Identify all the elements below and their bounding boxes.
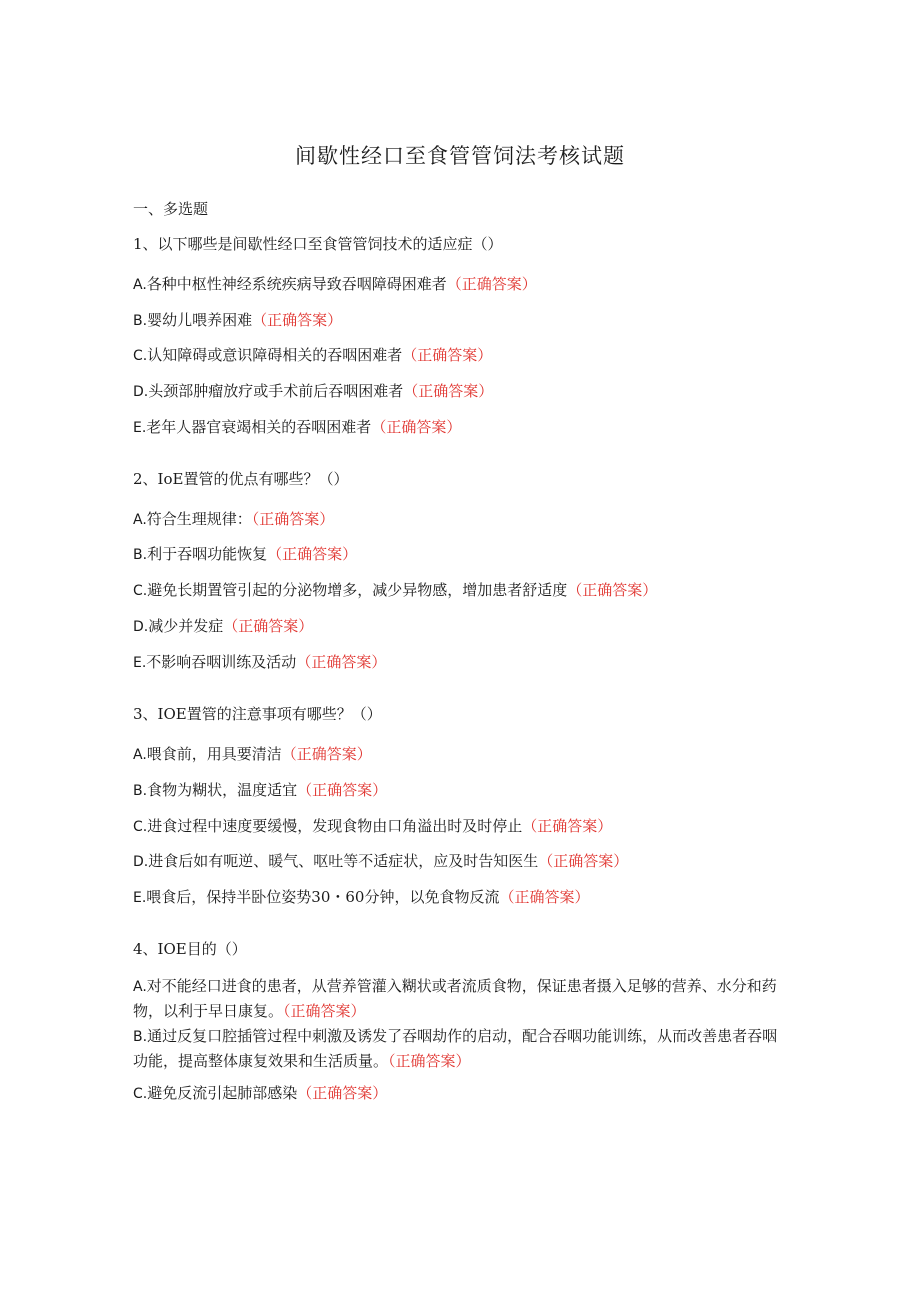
- correct-answer-mark: （正确答案）: [522, 817, 613, 835]
- correct-answer-mark: （正确答案）: [252, 311, 343, 329]
- q3-option-a: [133, 743, 372, 767]
- option-label: A.: [133, 512, 147, 528]
- option-label: B.: [133, 313, 148, 329]
- option-label: A.: [133, 979, 147, 995]
- correct-answer-mark: （正确答案）: [296, 653, 387, 671]
- correct-answer-mark: （正确答案）: [538, 852, 629, 870]
- option-text: 对不能经口进食的患者，从营养管灌入糊状或者流质食物，保证患者摄入足够的营养、水分和药物，以利于早日康复。: [133, 977, 777, 1020]
- option-text: 头颈部肿瘤放疗或手术前后吞咽困难者: [148, 382, 404, 400]
- section-heading: 一、多选题: [133, 200, 209, 218]
- question-3: 3、IOE置管的注意事项有哪些？（）: [133, 705, 382, 723]
- option-text: 喂食前，用具要清洁: [146, 745, 282, 763]
- correct-answer-mark: （正确答案）: [267, 545, 358, 563]
- option-label: D.: [133, 619, 149, 635]
- option-text: 利于吞咽功能恢复: [147, 545, 268, 563]
- correct-answer-mark: （正确答案）: [283, 1002, 366, 1020]
- option-label: D.: [133, 384, 149, 400]
- q1-option-e: [133, 416, 461, 440]
- option-text: 避免反流引起肺部感染: [147, 1084, 298, 1102]
- option-text: 减少并发症: [148, 617, 224, 635]
- q4-option-a: [133, 974, 783, 1023]
- question-4: 4、IOE目的（）: [133, 940, 247, 958]
- q2-option-b: [133, 543, 357, 567]
- option-label: E.: [133, 890, 147, 906]
- q3-option-b: [133, 779, 387, 803]
- option-text: 进食后如有呃逆、暖气、呕吐等不适症状，应及时告知医生: [148, 852, 539, 870]
- correct-answer-mark: （正确答案）: [281, 745, 372, 763]
- correct-answer-mark: （正确答案）: [499, 888, 590, 906]
- correct-answer-mark: （正确答案）: [223, 617, 314, 635]
- question-2: 2、IoE置管的优点有哪些？（）: [133, 470, 349, 488]
- correct-answer-mark: （正确答案）: [297, 781, 388, 799]
- option-label: E.: [133, 655, 147, 671]
- q3-option-c: [133, 815, 612, 839]
- option-label: C.: [133, 819, 148, 835]
- option-text: 喂食后，保持半卧位姿势30・60分钟，以免食物反流: [146, 888, 500, 906]
- correct-answer-mark: （正确答案）: [403, 382, 494, 400]
- q2-option-c: [133, 579, 657, 603]
- question-1: 1、以下哪些是间歇性经口至食管管饲技术的适应症（）: [133, 235, 503, 253]
- q2-option-e: [133, 651, 386, 675]
- option-text: 食物为糊状，温度适宜: [147, 781, 298, 799]
- option-label: C.: [133, 1086, 148, 1102]
- option-label: D.: [133, 854, 149, 870]
- correct-answer-mark: （正确答案）: [567, 581, 658, 599]
- q4-option-b: [133, 1024, 783, 1073]
- correct-answer-mark: （正确答案）: [371, 418, 462, 436]
- q1-option-b: [133, 309, 342, 333]
- correct-answer-mark: （正确答案）: [388, 1052, 471, 1070]
- q4-option-c: [133, 1082, 387, 1106]
- q2-option-a: [133, 508, 334, 532]
- option-text: 婴幼儿喂养困难: [147, 311, 253, 329]
- option-text: 符合生理规律：: [146, 510, 252, 528]
- option-text: 进食过程中速度要缓慢，发现食物由口角溢出时及时停止: [147, 817, 523, 835]
- option-label: B.: [133, 783, 148, 799]
- q3-option-e: [133, 886, 590, 910]
- option-text: 通过反复口腔插管过程中刺激及诱发了吞咽劫作的启动，配合吞咽功能训练，从而改善患者吞咽功能，提高整体康复效果和生活质量。: [133, 1027, 778, 1070]
- correct-answer-mark: （正确答案）: [251, 510, 335, 528]
- q1-option-a: [133, 273, 537, 297]
- option-label: C.: [133, 583, 148, 599]
- q3-option-d: [133, 850, 628, 874]
- correct-answer-mark: （正确答案）: [446, 275, 537, 293]
- page-title: 间歇性经口至食管管饲法考核试题: [295, 144, 625, 168]
- correct-answer-mark: （正确答案）: [402, 346, 493, 364]
- option-text: 认知障碍或意识障碍相关的吞咽困难者: [147, 346, 403, 364]
- correct-answer-mark: （正确答案）: [297, 1084, 388, 1102]
- option-label: A.: [133, 277, 147, 293]
- option-text: 老年人器官衰竭相关的吞咽困难者: [146, 418, 372, 436]
- q2-option-d: [133, 615, 313, 639]
- option-text: 各种中枢性神经系统疾病导致吞咽障碍困难者: [146, 275, 447, 293]
- option-label: A.: [133, 747, 147, 763]
- option-label: C.: [133, 348, 148, 364]
- q1-option-d: [133, 380, 493, 404]
- option-label: E.: [133, 420, 147, 436]
- option-label: B.: [133, 547, 148, 563]
- option-text: 避免长期置管引起的分泌物增多，减少异物感，增加患者舒适度: [147, 581, 568, 599]
- q1-option-c: [133, 344, 492, 368]
- option-label: B.: [133, 1029, 148, 1045]
- option-text: 不影响吞咽训练及活动: [146, 653, 297, 671]
